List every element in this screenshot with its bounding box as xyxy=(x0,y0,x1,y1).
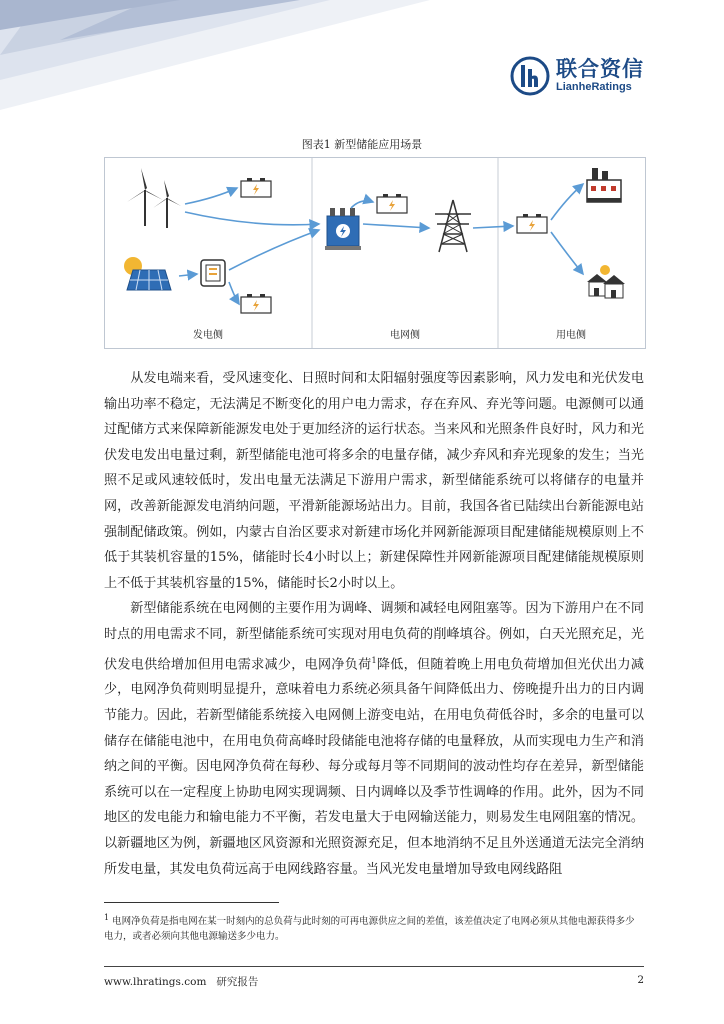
battery-icon xyxy=(241,178,271,197)
battery-icon xyxy=(241,294,271,313)
transformer-icon xyxy=(325,208,361,250)
battery-icon xyxy=(377,194,407,213)
battery-icon xyxy=(517,214,547,233)
section-label-grid: 电网侧 xyxy=(390,330,420,341)
footnote-reference: 1 xyxy=(371,655,377,665)
footer-website-link[interactable]: www.lhratings.com xyxy=(104,976,207,988)
figure-caption: 图表1 新型储能应用场景 xyxy=(301,138,423,151)
footer-divider xyxy=(104,966,644,967)
footnote xyxy=(104,910,644,944)
body-text xyxy=(104,366,644,882)
paragraph-grid-side-part1: 新型储能系统在电网侧的主要作用为调峰、调频和减轻电网阻塞等。因为下游用户在不同时点的用电需求不同，新型储能系统可实现对用电负荷的削峰填谷。例如，白天光照充足，光伏发电供给增加但用电需求减少，电网净负荷 xyxy=(104,601,644,672)
solar-panel-icon xyxy=(124,257,171,290)
logo-chinese-name: 联合资信 xyxy=(556,57,644,81)
page-number: 2 xyxy=(637,974,644,986)
footnote-text: 电网净负荷是指电网在某一时刻内的总负荷与此时刻的可再电源供应之间的差值，该差值决定了电网必须从其他电源获得多少电力，或者必须向其他电源输送多少电力。 xyxy=(104,916,635,943)
paragraph-grid-side xyxy=(104,596,644,882)
paragraph-generation-side: 从发电端来看，受风速变化、日照时间和太阳辐射强度等因素影响，风力发电和光伏发电输出功率不稳定，无法满足不断变化的用户电力需求，存在弃风、弃光等问题。电源侧可以通过配储方式来保障新能源发电处于更加经济的运行状态。当来风和光照条件良好时，风力和光伏发电发出电量过剩，新型储能电池可将多余的电量存储，减少弃风和弃光现象的发生；当光照不足或风速较低时，发出电量无法满足下游用户需求，新型储能系统可以将储存的电量并网，改善新能源发电消纳问题，平滑新能源场站出力。目前，我国各省已陆续出台新能源电站强制配储政策。例如，内蒙古自治区要求对新建市场化并网新能源项目配建储能规模原则上不低于其装机容量的15%，储能时长4小时以上；新建保障性并网新能源项目配建储能规模原则上不低于其装机容量的15%，储能时长2小时以上。 xyxy=(104,371,644,591)
wind-turbine-icon xyxy=(127,168,181,228)
company-logo xyxy=(510,56,644,96)
footnote-divider xyxy=(104,902,279,903)
logo-english-name: LianheRatings xyxy=(556,81,632,93)
houses-icon xyxy=(587,265,625,298)
footer-doc-type: 研究报告 xyxy=(216,976,259,988)
paragraph-grid-side-part2: 降低，但随着晚上用电负荷增加但光伏出力减少，电网净负荷则明显提升，意味着电力系统必须具备午间降低出力、傍晚提升出力的日内调节能力。因此，若新型储能系统接入电网侧上游变电站，在用电负荷低谷时，多余的电量可以储存在储能电池中，在用电负荷高峰时段储能电池将存储的电量释放，从而实现电力生产和消纳之间的平衡。因电网净负荷在每秒、每分或每月等不同期间的波动性均存在差异，新型储能系统可以在一定程度上协助电网实现调频、日内调峰以及季节性调峰的作用。此外，因为不同地区的发电能力和输电能力不平衡，若发电量大于电网输送能力，则易发生电网阻塞的情况。以新疆地区为例，新疆地区风资源和光照资源充足，但本地消纳不足且外送通道无法完全消纳所发电量，其发电负荷远高于电网线路容量。当风光发电量增加导致电网线路阻 xyxy=(104,656,644,877)
scenario-diagram xyxy=(105,158,645,348)
footer-left xyxy=(104,974,258,989)
lianhe-logo-icon xyxy=(510,56,550,96)
storage-scenario-figure xyxy=(104,157,646,349)
header-decoration xyxy=(0,0,430,110)
section-label-consumption: 用电侧 xyxy=(556,330,586,341)
transmission-tower-icon xyxy=(435,200,471,252)
factory-icon xyxy=(587,168,621,202)
footnote-mark: 1 xyxy=(104,913,110,922)
section-label-generation: 发电侧 xyxy=(193,330,223,341)
inverter-icon xyxy=(201,260,225,286)
